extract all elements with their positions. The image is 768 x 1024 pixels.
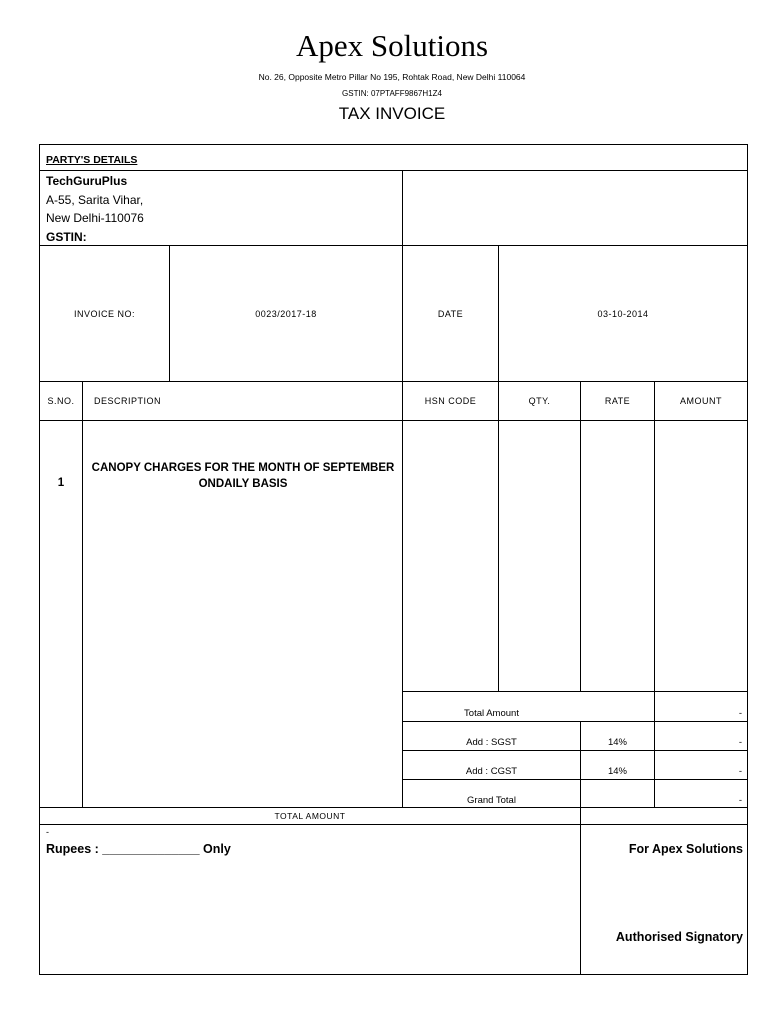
rule-v-footer [580,807,581,975]
cgst-value: - [738,766,742,777]
rule-cgst [403,750,748,751]
column-header-rate: RATE [604,396,631,406]
date-value: 03-10-2014 [597,308,649,319]
column-header-sno: S.NO. [47,396,75,406]
authorised-signatory: Authorised Signatory [615,930,743,944]
item-sno: 1 [57,477,65,489]
sgst-rate: 14% [607,737,627,748]
item-description [85,460,401,492]
company-gstin: GSTIN: 07PTAFF9867H1Z4 [342,89,442,98]
column-header-qty: QTY. [528,396,551,406]
rule-columns-bottom [39,420,748,421]
date-label: DATE [437,308,464,319]
sgst-label: Add : SGST [466,737,517,748]
party-address-line2: New Delhi-110076 [46,211,144,225]
item-description-line2: ONDAILY BASIS [198,478,288,490]
grand-total-label: Grand Total [467,795,516,806]
column-header-amount: AMOUNT [680,396,722,406]
party-name: TechGuruPlus [46,174,128,188]
total-amount-label: Total Amount [464,708,519,719]
total-amount-caption: TOTAL AMOUNT [274,810,346,821]
amount-in-words-dash: - [46,827,49,837]
cgst-label: Add : CGST [465,766,518,777]
company-address: No. 26, Opposite Metro Pillar No 195, Rohtak Road, New Delhi 110064 [258,72,526,82]
for-company: For Apex Solutions [628,842,743,856]
party-gstin-label: GSTIN: [46,230,87,244]
amount-in-words: Rupees : ______________ Only [46,842,231,856]
rule-total-amount [403,691,748,692]
document-title: TAX INVOICE [338,104,446,123]
rule-sgst [403,721,748,722]
rule-total-caption [39,824,748,825]
column-header-description: DESCRIPTION [94,396,162,406]
grand-total-value: - [738,795,742,806]
rule-v-qty [580,381,581,692]
sgst-value: - [738,737,742,748]
column-header-hsn: HSN CODE [424,396,477,406]
party-address-line1: A-55, Sarita Vihar, [46,193,144,207]
cgst-rate: 14% [607,766,627,777]
rule-v-rate-lower [580,721,581,808]
company-name: Apex Solutions [295,28,489,63]
rule-v-sno [82,381,83,807]
total-amount-value: - [738,708,742,719]
rule-party-head [39,170,748,171]
rule-grand-total [403,779,748,780]
party-details-heading: PARTY'S DETAILS [46,154,138,166]
invoice-no-label: INVOICE NO: [73,308,135,319]
invoice-no-value: 0023/2017-18 [255,308,317,319]
item-description-line1: CANOPY CHARGES FOR THE MONTH OF SEPTEMBER [91,462,395,474]
